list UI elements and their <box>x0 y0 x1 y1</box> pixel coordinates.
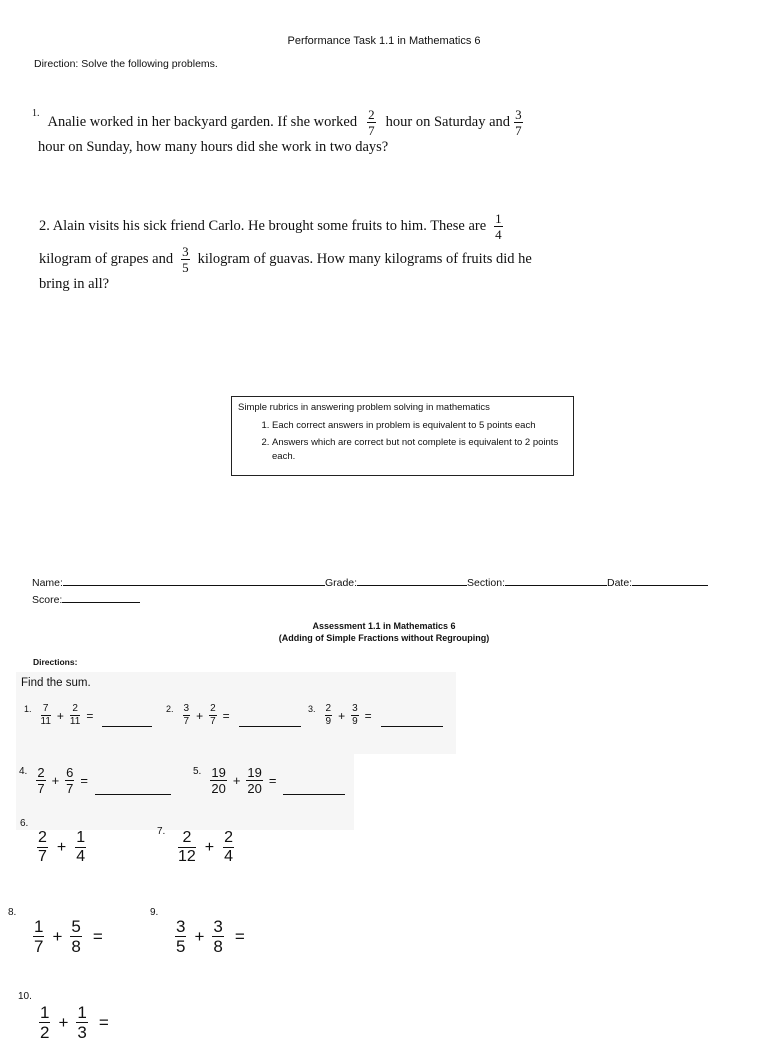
equals-sign: = <box>92 926 103 946</box>
problem-2-text-a: 2. Alain visits his sick friend Carlo. He brought some fruits to him. These are <box>39 217 487 234</box>
assessment-header <box>0 620 768 644</box>
plus-sign: + <box>56 838 67 856</box>
equals-sign: = <box>98 1012 109 1032</box>
plus-sign: + <box>338 708 346 723</box>
exercise-3 <box>308 704 443 727</box>
plus-sign: + <box>194 926 205 946</box>
fraction: $\frac{3}{5}$ <box>182 244 189 275</box>
date-label: Date: <box>607 577 633 589</box>
problem-1-text-a: Analie worked in her backyard garden. If she worked <box>47 113 358 130</box>
fraction: $\frac{2}{9}$ <box>325 703 332 727</box>
problem-1-number: 1. <box>32 108 40 119</box>
fraction: $\frac{1}{3}$ <box>77 1003 87 1042</box>
answer-blank[interactable] <box>381 726 443 727</box>
equals-sign: = <box>80 773 88 788</box>
exercise-number: 5. <box>193 766 202 777</box>
exercise-9 <box>172 918 248 955</box>
rubric-title: Simple rubrics in answering problem solving in mathematics <box>238 402 490 413</box>
fraction: $\frac{1}{4}$ <box>495 211 502 242</box>
fraction: $\frac{3}{8}$ <box>213 917 223 956</box>
fraction: $\frac{1}{2}$ <box>40 1003 50 1042</box>
date-field[interactable] <box>632 585 708 586</box>
find-sum-instruction: Find the sum. <box>21 677 91 689</box>
equals-sign: = <box>222 708 230 723</box>
task-title: Performance Task 1.1 in Mathematics 6 <box>287 35 481 47</box>
exercise-6 <box>34 830 89 865</box>
exercise-5 <box>193 766 345 795</box>
fraction: $\frac{3}{7}$ <box>183 703 190 727</box>
answer-blank[interactable] <box>95 794 171 795</box>
exercise-4 <box>19 766 171 795</box>
rubric-list <box>238 419 567 463</box>
score-field[interactable] <box>62 602 140 603</box>
problem-2-text-c: kilogram of guavas. How many kilograms of fruits did he <box>197 250 532 267</box>
assessment-title: Assessment 1.1 in Mathematics 6 <box>312 621 456 631</box>
fraction: $\frac{6}{7}$ <box>66 765 74 796</box>
plus-sign: + <box>204 838 215 856</box>
fraction: $\frac{2}{4}$ <box>224 829 234 865</box>
plus-sign: + <box>58 1012 69 1032</box>
grade-field[interactable] <box>357 585 467 586</box>
equals-sign: = <box>234 926 245 946</box>
fraction: $\frac{19}{20}$ <box>211 765 226 796</box>
fraction: $\frac{1}{4}$ <box>76 829 86 865</box>
rubric-item: 1. Each correct answers in problem is equivalent to 5 points each <box>272 419 567 433</box>
problem-1-text-c: hour on Sunday, how many hours did she work in two days? <box>38 139 389 155</box>
exercise-number: 6. <box>20 818 29 829</box>
section-label: Section: <box>467 577 505 589</box>
name-label: Name: <box>32 577 63 589</box>
fraction: $\frac{2}{11}$ <box>69 703 81 727</box>
answer-blank[interactable] <box>239 726 301 727</box>
problem-1 <box>32 108 622 156</box>
fraction: $\frac{1}{7}$ <box>34 917 44 956</box>
equals-sign: = <box>268 773 277 788</box>
exercise-number: 1. <box>24 704 32 714</box>
plus-sign: + <box>56 708 64 723</box>
score-row <box>32 594 140 606</box>
task-direction: Direction: Solve the following problems. <box>34 58 218 70</box>
exercise-8 <box>30 918 106 955</box>
problem-2-text-d: bring in all? <box>39 276 110 292</box>
grade-label: Grade: <box>324 577 358 589</box>
fraction: $\frac{3}{7}$ <box>515 107 522 138</box>
exercise-number: 9. <box>150 907 159 918</box>
exercise-number: 8. <box>8 907 17 918</box>
fraction: $\frac{19}{20}$ <box>247 765 262 796</box>
name-field[interactable] <box>63 585 325 586</box>
fraction: $\frac{3}{9}$ <box>352 703 358 727</box>
student-info-row <box>32 577 708 589</box>
fraction: $\frac{2}{7}$ <box>37 765 45 796</box>
assessment-subtitle: (Adding of Simple Fractions without Regrouping) <box>278 633 490 643</box>
rubric-item: 2. Answers which are correct but not complete is equivalent to 2 points each. <box>272 436 567 464</box>
fraction: $\frac{2}{7}$ <box>368 107 375 138</box>
exercise-number: 7. <box>157 826 166 837</box>
fraction: $\frac{2}{7}$ <box>38 829 47 865</box>
problem-2 <box>39 212 619 293</box>
plus-sign: + <box>51 773 60 788</box>
rubric-box <box>231 396 574 476</box>
problem-2-text-b: kilogram of grapes and <box>39 250 174 267</box>
plus-sign: + <box>232 773 241 788</box>
exercise-number: 10. <box>18 991 32 1002</box>
problem-1-text-b: hour on Saturday and <box>385 113 511 130</box>
plus-sign: + <box>196 708 204 723</box>
exercise-1 <box>24 704 152 727</box>
equals-sign: = <box>86 708 94 723</box>
score-label: Score: <box>32 594 63 606</box>
exercise-7 <box>175 830 237 865</box>
fraction: $\frac{5}{8}$ <box>71 917 81 956</box>
answer-blank[interactable] <box>283 794 345 795</box>
exercise-2 <box>166 704 301 727</box>
exercise-number: 4. <box>19 766 28 777</box>
fraction: $\frac{7}{11}$ <box>40 703 51 727</box>
exercise-number: 3. <box>308 704 316 714</box>
equals-sign: = <box>364 708 372 723</box>
answer-blank[interactable] <box>102 726 152 727</box>
fraction: $\frac{2}{12}$ <box>178 829 196 865</box>
directions-label: Directions: <box>33 657 78 667</box>
fraction: $\frac{3}{5}$ <box>176 917 186 956</box>
fraction: $\frac{2}{7}$ <box>210 703 216 727</box>
exercise-10 <box>36 1004 112 1041</box>
plus-sign: + <box>52 926 63 946</box>
exercise-number: 2. <box>166 704 174 714</box>
section-field[interactable] <box>505 585 607 586</box>
